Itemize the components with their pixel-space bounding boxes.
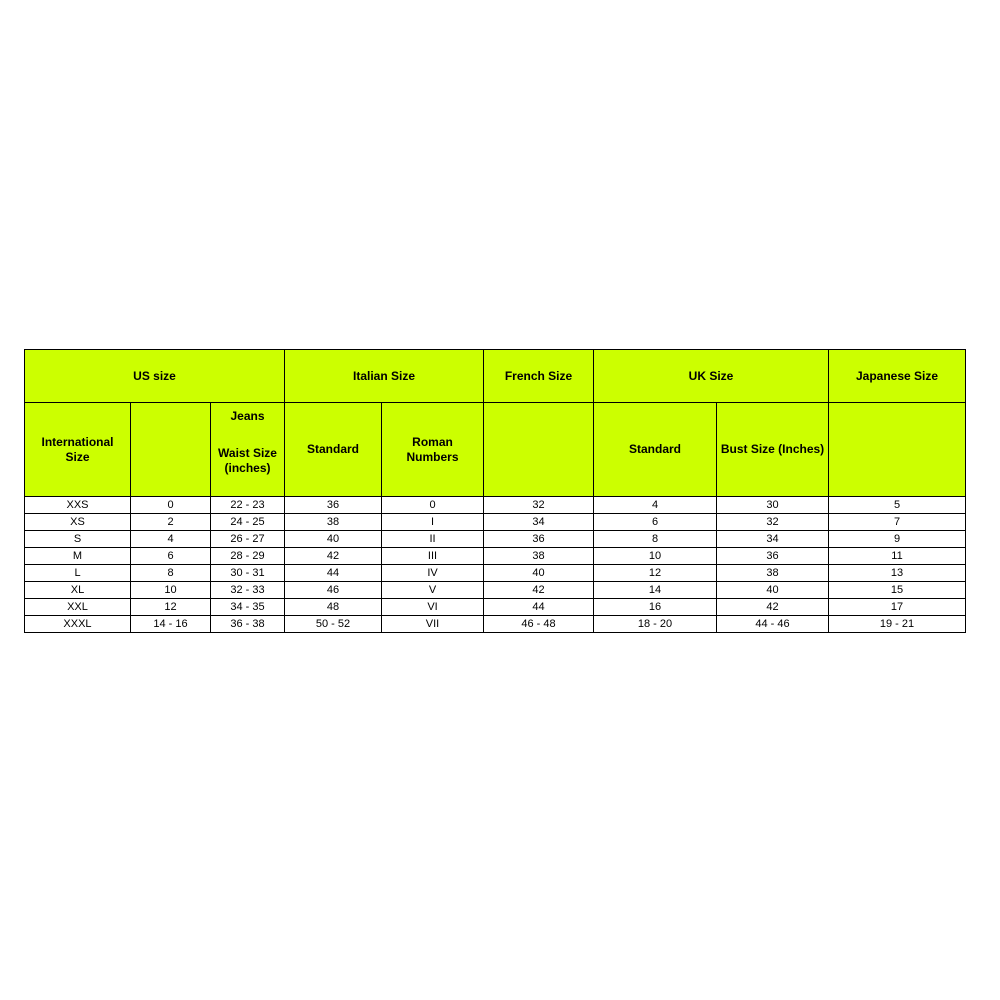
table-cell: 38 [717, 565, 829, 582]
table-cell: 36 [717, 548, 829, 565]
table-cell: 12 [594, 565, 717, 582]
us-size-header: US size [25, 350, 285, 403]
table-cell: 11 [829, 548, 966, 565]
italian-standard-header: Standard [285, 403, 382, 497]
table-cell: 4 [131, 531, 211, 548]
table-cell: XXS [25, 497, 131, 514]
table-cell: 16 [594, 599, 717, 616]
table-cell: 0 [382, 497, 484, 514]
us-numeric-header [131, 403, 211, 497]
french-sub-header [484, 403, 594, 497]
jeans-waist-header [211, 403, 285, 497]
table-cell: M [25, 548, 131, 565]
table-cell: VII [382, 616, 484, 633]
table-cell: 0 [131, 497, 211, 514]
international-size-line2: Size [65, 449, 90, 464]
table-cell: IV [382, 565, 484, 582]
table-cell: VI [382, 599, 484, 616]
table-cell: III [382, 548, 484, 565]
table-cell: 34 [484, 514, 594, 531]
table-cell: 36 [285, 497, 382, 514]
group-header-row [25, 350, 966, 403]
table-row [25, 548, 966, 565]
table-cell: II [382, 531, 484, 548]
waist-size-line1: Waist Size [218, 446, 277, 460]
table-cell: 14 - 16 [131, 616, 211, 633]
table-cell: 46 [285, 582, 382, 599]
table-cell: 6 [594, 514, 717, 531]
table-cell: 30 - 31 [211, 565, 285, 582]
table-row [25, 497, 966, 514]
table-cell: 22 - 23 [211, 497, 285, 514]
table-cell: 48 [285, 599, 382, 616]
sub-header-row [25, 403, 966, 497]
table-cell: 44 [484, 599, 594, 616]
table-cell: 34 - 35 [211, 599, 285, 616]
table-cell: 42 [484, 582, 594, 599]
table-cell: 7 [829, 514, 966, 531]
table-cell: 34 [717, 531, 829, 548]
table-cell: 36 - 38 [211, 616, 285, 633]
table-cell: 40 [717, 582, 829, 599]
table-cell: 38 [484, 548, 594, 565]
table-cell: I [382, 514, 484, 531]
table-cell: 15 [829, 582, 966, 599]
table-cell: 24 - 25 [211, 514, 285, 531]
table-cell: 2 [131, 514, 211, 531]
italian-size-header: Italian Size [285, 350, 484, 403]
table-cell: S [25, 531, 131, 548]
french-size-header: French Size [484, 350, 594, 403]
table-cell: 40 [484, 565, 594, 582]
jeans-title: Jeans [230, 409, 265, 423]
table-row [25, 582, 966, 599]
table-cell: L [25, 565, 131, 582]
table-cell: 5 [829, 497, 966, 514]
japanese-sub-header [829, 403, 966, 497]
table-cell: 10 [594, 548, 717, 565]
uk-size-header: UK Size [594, 350, 829, 403]
table-cell: 32 [717, 514, 829, 531]
table-cell: 13 [829, 565, 966, 582]
international-size-line1: International [41, 434, 114, 449]
table-cell: 18 - 20 [594, 616, 717, 633]
table-cell: 42 [717, 599, 829, 616]
table-cell: 26 - 27 [211, 531, 285, 548]
waist-size-line2: (inches) [224, 461, 271, 475]
japanese-size-header: Japanese Size [829, 350, 966, 403]
table-cell: 44 - 46 [717, 616, 829, 633]
table-cell: 50 - 52 [285, 616, 382, 633]
roman-numbers-line2: Numbers [406, 449, 459, 464]
table-cell: 17 [829, 599, 966, 616]
table-row [25, 616, 966, 633]
table-row [25, 599, 966, 616]
table-cell: 46 - 48 [484, 616, 594, 633]
table-cell: 32 - 33 [211, 582, 285, 599]
table-cell: V [382, 582, 484, 599]
table-cell: 12 [131, 599, 211, 616]
uk-standard-header: Standard [594, 403, 717, 497]
table-cell: 30 [717, 497, 829, 514]
table-cell: 32 [484, 497, 594, 514]
table-cell: XXXL [25, 616, 131, 633]
table-cell: 36 [484, 531, 594, 548]
table-cell: 40 [285, 531, 382, 548]
table-cell: 14 [594, 582, 717, 599]
table-cell: 19 - 21 [829, 616, 966, 633]
roman-numbers-header [382, 403, 484, 497]
roman-numbers-line1: Roman [412, 434, 453, 449]
table-cell: 8 [594, 531, 717, 548]
table-cell: 28 - 29 [211, 548, 285, 565]
table-cell: 42 [285, 548, 382, 565]
table-cell: 44 [285, 565, 382, 582]
table-cell: 4 [594, 497, 717, 514]
table-cell: XXL [25, 599, 131, 616]
table-row [25, 531, 966, 548]
uk-bust-size-header: Bust Size (Inches) [717, 403, 829, 497]
table-cell: 8 [131, 565, 211, 582]
table-cell: 6 [131, 548, 211, 565]
size-chart-table [24, 349, 966, 633]
table-row [25, 514, 966, 531]
international-size-header [25, 403, 131, 497]
table-row [25, 565, 966, 582]
table-cell: XL [25, 582, 131, 599]
table-cell: 38 [285, 514, 382, 531]
table-cell: 9 [829, 531, 966, 548]
table-cell: XS [25, 514, 131, 531]
table-cell: 10 [131, 582, 211, 599]
